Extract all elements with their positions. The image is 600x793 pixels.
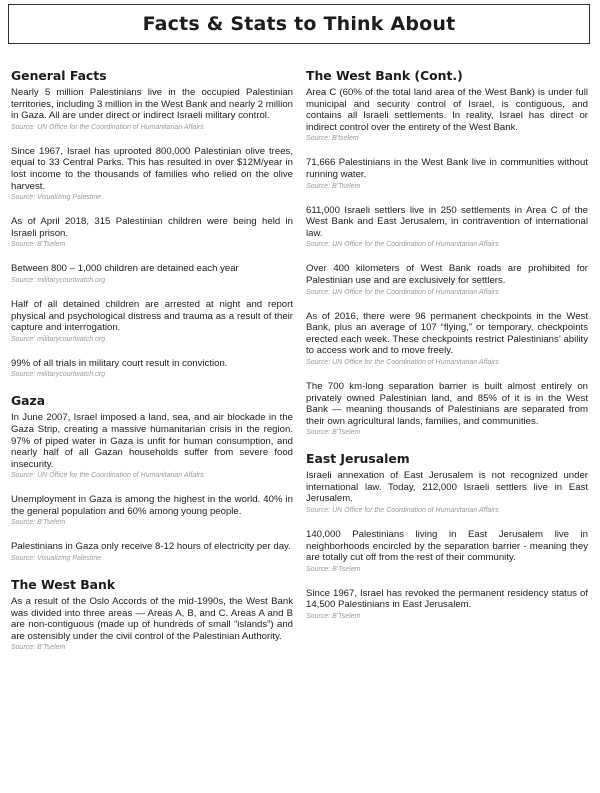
- fact-source: Source: UN Office for the Coordination of Humanitarian Affairs: [11, 472, 204, 480]
- fact-source: Source: militarycourtwatch.org: [11, 276, 106, 284]
- fact-text: 140,000 Palestinians living in East Jerusalem live in neighborhoods encircled by the separation barrier - meaning they are totally cut off from the rest of their community.: [306, 529, 588, 564]
- fact-source: Source: B'Tselem: [306, 565, 361, 573]
- fact-text: Since 1967, Israel has revoked the permanent residency status of 14,500 Palestinians in East Jerusalem.: [306, 587, 588, 611]
- fact-item: [11, 87, 293, 133]
- fact-source: Source: UN Office for the Coordination of Humanitarian Affairs: [306, 358, 499, 366]
- fact-item: [11, 494, 293, 528]
- fact-item: [11, 299, 293, 345]
- section: [11, 393, 293, 564]
- page-title: Facts & Stats to Think About: [142, 13, 456, 35]
- fact-item: [11, 216, 293, 250]
- fact-item: [11, 146, 293, 203]
- fact-item: [306, 311, 588, 368]
- fact-item: [306, 87, 588, 144]
- fact-source: Source: B'Tselem: [11, 644, 66, 652]
- fact-item: [11, 412, 293, 481]
- fact-source: Source: B'Tselem: [306, 182, 361, 190]
- fact-text: As of 2016, there were 96 permanent checkpoints in the West Bank, plus an average of 107 “flying,” or temporary, checkpoints erected each week. These checkpoints restrict Palestinians’ ability to access work and to move freely.: [306, 310, 588, 357]
- fact-text: As a result of the Oslo Accords of the mid-1990s, the West Bank was divided into three areas — Areas A, B, and C. Areas A and B are non-contiguous (made up of hundreds of small “islands”) and are ostensibly under the civil control of the Palestinian Authority.: [11, 596, 293, 642]
- section: [11, 577, 293, 653]
- fact-source: Source: B'Tselem: [11, 241, 66, 249]
- fact-item: [306, 263, 588, 297]
- fact-text: Nearly 5 million Palestinians live in the occupied Palestinian territories, including 3 million in the West Bank and nearly 2 million in Gaza. All are under direct or indirect Israeli military control.: [11, 87, 293, 122]
- fact-text: 611,000 Israeli settlers live in 250 settlements in Area C of the West Bank and East Jerusalem, in contravention of international law.: [306, 204, 588, 239]
- fact-source: Source: militarycourtwatch.org: [11, 335, 106, 343]
- fact-item: [11, 596, 293, 653]
- fact-text: Area C (60% of the total land area of the West Bank) is under full municipal and security control of Israel, is contiguous, and contains all Israeli settlements. In reality, Israel has direct or indirect control over the entirety of the West Bank.: [306, 87, 588, 133]
- fact-text: Israeli annexation of East Jerusalem is not recognized under international law. Today, 212,000 Israeli settlers live in East Jerusalem.: [306, 470, 588, 505]
- fact-source: Source: UN Office for the Coordination of Humanitarian Affairs: [306, 241, 499, 249]
- section-heading: East Jerusalem: [306, 451, 410, 467]
- section: [11, 68, 293, 380]
- fact-text: Unemployment in Gaza is among the highest in the world. 40% in the general population and 60% among young people.: [11, 494, 293, 517]
- fact-source: Source: Visualizing Palestine: [11, 194, 102, 202]
- fact-item: [11, 263, 293, 286]
- fact-source: Source: Visualizing Palestine: [11, 555, 102, 563]
- section-heading: The West Bank: [11, 577, 116, 593]
- fact-text: 99% of all trials in military court result in conviction.: [11, 357, 228, 369]
- fact-text: Over 400 kilometers of West Bank roads are prohibited for Palestinian use and are exclusively for settlers.: [306, 263, 588, 286]
- title-box: [8, 4, 590, 44]
- fact-source: Source: UN Office for the Coordination of Humanitarian Affairs: [11, 123, 204, 131]
- fact-item: [11, 541, 293, 564]
- fact-text: Palestinians in Gaza only receive 8-12 hours of electricity per day.: [11, 541, 291, 553]
- fact-source: Source: B'Tselem: [11, 519, 66, 527]
- fact-text: Since 1967, Israel has uprooted 800,000 Palestinian olive trees, equal to 33 Central Parks. This has resulted in over $12M/year in lost income to the thousands of families who relied on the olive harvest.: [11, 145, 293, 192]
- right-column: [306, 64, 588, 635]
- fact-item: [306, 205, 588, 251]
- fact-source: Source: UN Office for the Coordination of Humanitarian Affairs: [306, 288, 499, 296]
- fact-text: In June 2007, Israel imposed a land, sea, and air blockade in the Gaza Strip, creating a massive humanitarian crisis in the region. 97% of piped water in Gaza is unfit for human consumption, and nearly half of all Gazan households suffer from severe food insecurity.: [11, 412, 293, 470]
- fact-item: [11, 358, 293, 381]
- fact-item: [306, 588, 588, 622]
- fact-source: Source: militarycourtwatch.org: [11, 371, 106, 379]
- fact-text: The 700 km-long separation barrier is built almost entirely on privately owned Palestinian land, and 85% of it is in the West Bank — meaning thousands of Palestinians are separated from their own agricultural lands, families, and communities.: [306, 380, 588, 427]
- fact-text: Between 800 – 1,000 children are detained each year: [11, 263, 239, 275]
- section-heading: The West Bank (Cont.): [306, 68, 463, 83]
- fact-item: [306, 157, 588, 191]
- fact-text: 71,666 Palestinians in the West Bank live in communities without running water.: [306, 157, 588, 180]
- fact-item: [306, 529, 588, 575]
- fact-source: Source: B'Tselem: [306, 429, 361, 437]
- section-heading: General Facts: [11, 68, 107, 83]
- fact-item: [306, 470, 588, 516]
- section: [306, 68, 588, 438]
- section: [306, 451, 588, 622]
- fact-source: Source: UN Office for the Coordination of Humanitarian Affairs: [306, 507, 499, 515]
- fact-item: [306, 381, 588, 438]
- left-column: [11, 64, 293, 666]
- fact-source: Source: B'tselem: [306, 135, 359, 143]
- fact-source: Source: B'Tselem: [306, 613, 361, 621]
- section-heading: Gaza: [11, 393, 46, 409]
- fact-text: As of April 2018, 315 Palestinian children were being held in Israeli prison.: [11, 216, 293, 239]
- fact-text: Half of all detained children are arrested at night and report physical and psychological distress and trauma as a result of their capture and interrogation.: [11, 298, 293, 334]
